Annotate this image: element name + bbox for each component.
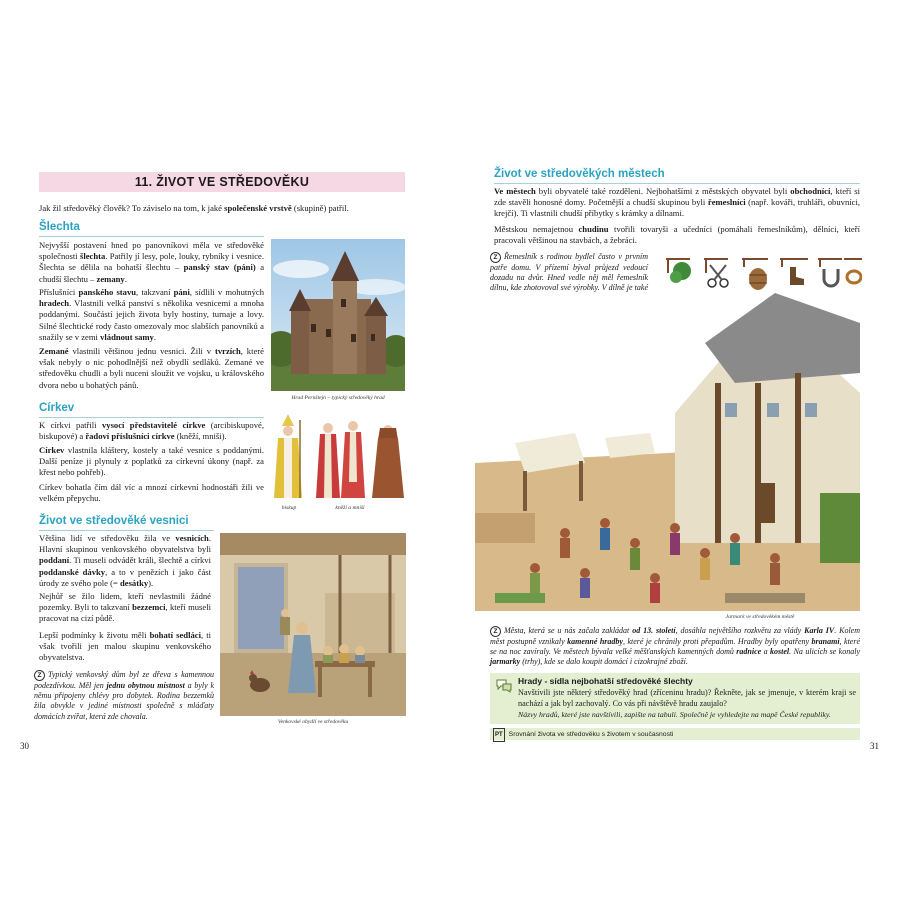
castle-illustration <box>271 239 405 391</box>
note-badge: Z <box>490 626 501 637</box>
section-heading-slechta: Šlechta <box>39 221 80 233</box>
clergy-illustration <box>270 412 408 504</box>
pt-badge: PT <box>493 728 505 742</box>
slechta-paragraph-2: Příslušníci panského stavu, takzvaní páni, sídlili v mohutných hradech. Vlastnili velká panství s několika vesnicemi a mnoha poddanými. Součástí jejich života byly hostiny, turnaje a lovy. Silné šlechtické rody často omezovaly moc slabších panovníků a snažily se v zemi vládnout samy. <box>39 287 264 342</box>
vesnice-paragraph-2: Nejhůř se žilo lidem, kteří nevlastnili žádné pozemky. Byli to takzvaní bezzemci, kteří museli pracovat na cizí půdě. <box>39 591 211 624</box>
village-house-illustration <box>220 533 406 716</box>
heading-rule <box>494 183 860 184</box>
market-illustration <box>475 293 860 611</box>
section-heading-mesta: Život ve středověkých městech <box>494 168 665 180</box>
sign-bush-icon <box>666 259 691 283</box>
sign-barrel-icon <box>742 259 768 290</box>
mesta-bottom-note: Z Města, která se u nás začala zakládat od 13. století, dosáhla největšího rozkvětu za vlády Karla IV. Kolem měst postupně vznikaly kamenné hradby, které je chránily proti přepadům. Hradby byly opatřeny branami, které se na noc zavíraly. Ve městech bývala velké měšťanských kamenných domů radnice a kostel. Na ulicích se konaly jarmarky (trhy), kde se dalo koupit domácí i cizokrajné zboží. <box>490 626 861 667</box>
slechta-paragraph-1: Nejvyšší postavení hned po panovníkovi měla ve středověké společnosti šlechta. Patřily jí lesy, pole, louky, rybníky i vesnice. Šlechta se dělila na bohatší šlechtu – panský stav (páni) a chudší šlechtu – zemany. <box>39 240 265 284</box>
sign-pretzel-icon <box>844 259 862 283</box>
right-page <box>450 0 900 900</box>
mesta-note: Z Řemeslník s rodinou bydlel často v prvním patře domu. V přízemí býval průjezd vedoucí dozadu na dvůr. Hned vedle něj měl řemeslník dílnu, kde zhotovoval své výrobky. V dílně je také <box>490 252 648 293</box>
mesta-paragraph-1: Ve městech byli obyvatelé také rozděleni. Nejbohatšími z městských obyvatel byli obchodníci, kteří si zde stavěli honosné domy. Početnější a chudší skupinou byli řemeslníci (např. kováři, truhláři, obuvníci, krejčí). Ti vlastnili chudší příbytky s krámky a dílnami. <box>494 186 860 219</box>
section-heading-cirkev: Církev <box>39 402 75 414</box>
hrady-box-task: Názvy hradů, které jste navštívili, zapište na tabuli. Společně je vyhledejte na mapě České republiky. <box>518 710 831 719</box>
vesnice-note: Z Typický venkovský dům byl ze dřeva s kamennou podezdívkou. Měl jen jednu obytnou místnost a byly k němu připojeny chlévy pro dobytek. Rodina bezzemků žila obvykle v jediné místnosti společně s mláďaty domácích zvířat, která zde chovala. <box>34 670 214 721</box>
vesnice-paragraph-3: Lepší podmínky k životu měli bohatí sedláci, ti však tvořili jen malou skupinu venkovského obyvatelstva. <box>39 630 212 663</box>
village-house-caption: Venkovské obydlí ve středověku <box>277 719 349 725</box>
market-caption: Jarmark ve středověkém městě <box>725 614 795 620</box>
sign-boot-icon <box>780 259 808 285</box>
intro-text: Jak žil středověký člověk? To záviselo na tom, k jaké společenské vrstvě (skupině) patřil. <box>39 203 349 213</box>
heading-rule <box>39 417 264 418</box>
castle-caption: Hrad Pernštejn – typický středověký hrad <box>291 395 385 401</box>
mesta-paragraph-2: Městskou nemajetnou chudinu tvořili tovaryši a učedníci (pomáhali řemeslníkům), dělníci, kteří pracovali většinou na stavbách, a žebráci. <box>494 224 860 246</box>
cirkev-paragraph-2: Církev vlastnila kláštery, kostely a také vesnice s poddanými. Další peníze ji plynuly z poplatků za církevní úkony (např. za křest nebo pohřeb). <box>39 445 264 478</box>
discussion-icon <box>496 679 512 693</box>
cirkev-paragraph-3: Církev bohatla čím dál víc a mnozí církevní hodnostáři žili ve velkém přepychu. <box>39 482 264 504</box>
sign-horseshoe-icon <box>818 259 842 286</box>
sign-scissors-icon <box>704 259 728 287</box>
chapter-title: 11. ŽIVOT VE STŘEDOVĚKU <box>134 175 310 189</box>
vesnice-paragraph-1: Většina lidí ve středověku žila ve vesnicích. Hlavní skupinou venkovského obyvatelstva byli poddaní. Ti museli odvádět králi, šlechtě a církvi poddanské dávky, a to v penězích i jako část úrody ze svého pole (= desátky). <box>39 533 211 588</box>
shop-signs-row <box>662 253 862 293</box>
section-heading-vesnice: Život ve středověké vesnici <box>39 515 189 527</box>
cirkev-paragraph-1: K církvi patřili vysocí představitelé církve (arcibiskupové, biskupové) a řadoví příslušníci církve (kněží, mniši). <box>39 420 264 442</box>
page-number-left: 30 <box>20 741 29 751</box>
hrady-box <box>490 673 860 724</box>
hrady-box-question: Navštívili jste některý středověký hrad (zříceninu hradu)? Řekněte, jak se jmenuje, v kterém kraji se nachází a jak byl zachovalý. Co vás při návštěvě hradu zaujalo? <box>518 688 856 708</box>
clergy-caption-bishop: biskup <box>281 505 297 511</box>
pt-bar <box>490 728 860 740</box>
heading-rule <box>39 236 264 237</box>
heading-rule <box>39 530 214 531</box>
note-badge: Z <box>34 670 45 681</box>
hrady-box-title: Hrady - sídla nejbohatší středověké šlechty <box>518 676 693 686</box>
slechta-paragraph-3: Zemané vlastnili většinou jednu vesnici. Žili v tvrzích, které však nebyly o nic pohodlnější než obydlí sedláků. Zemané ve středověku chudli a byli nuceni sloužit ve vojsku, u královského dvora nebo u bohatých pánů. <box>39 346 264 390</box>
note-badge: Z <box>490 252 501 263</box>
page-number-right: 31 <box>870 741 879 751</box>
clergy-caption-priests: kněží a mniši <box>335 505 365 511</box>
pt-text: Srovnání života ve středověku s životem v současnosti <box>508 731 674 738</box>
